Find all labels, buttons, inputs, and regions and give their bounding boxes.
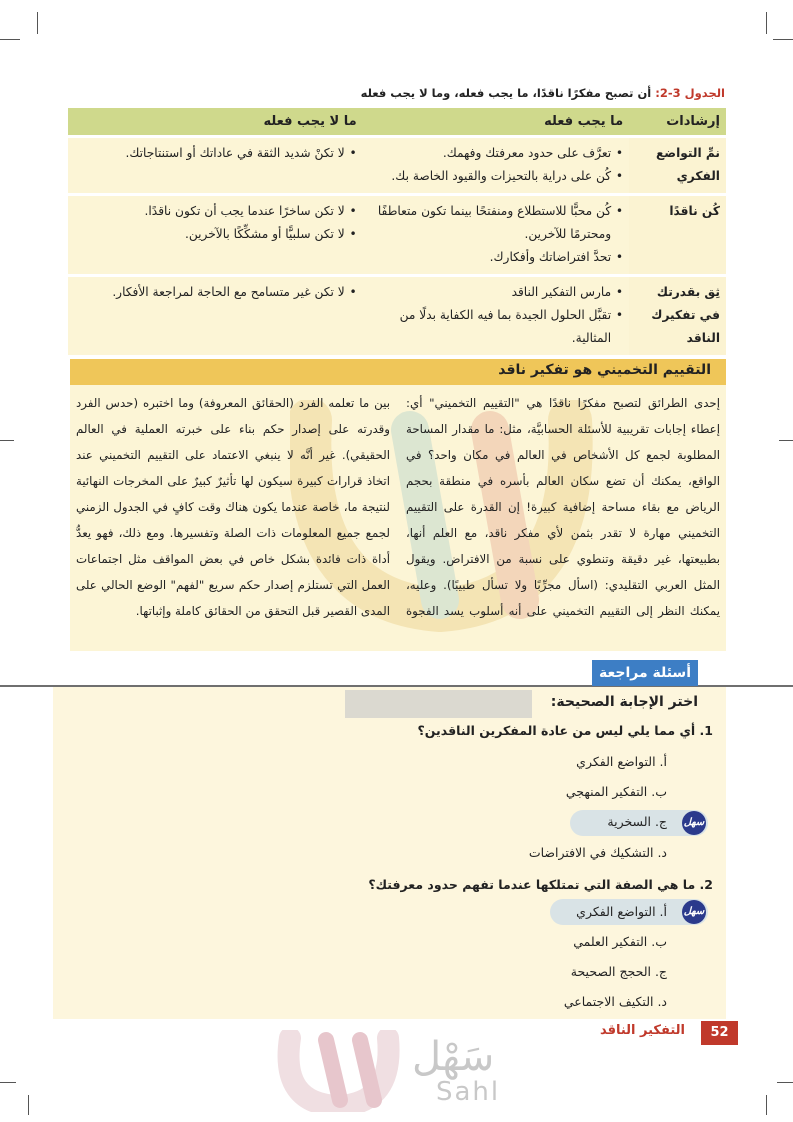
- row-guide: ثِق بقدرتك في تفكيرك الناقد: [629, 276, 726, 356]
- row-dont: [68, 137, 363, 195]
- q2-option-d[interactable]: د. التكيف الاجتماعي: [563, 994, 667, 1009]
- table-row: [68, 276, 726, 356]
- row-dont: [68, 276, 363, 356]
- row-guide: كُن ناقدًا: [629, 195, 726, 276]
- info-box-body: إحدى الطرائق لتصبح مفكرًا ناقدًا هي "التقييم التخميني" أي: إعطاء إجابات تقريبية للأسئلة الحسابيَّة، مثل: ما مقدار المساحة المطلوبة لجمع كل الأشخاص في العالم في مكان واحد؟ في الواقع، يمكنك أن تضع سكان العالم بأسره في منطقة بحجم الرياض مع بقاء مساحة إضافية كبيرة! إن القدرة على التقييم التخميني مهارة لا تقدر بثمن لأي مفكر ناقد، مع العلم أنها، بطبيعتها، غير دقيقة وتنطوي على نسبة من الافتراض. ويقول المثل العربي التقليدي: (اسأل مجرِّبًا ولا تسأل طبيبًا). وعليه، يمكنك النظر إلى التقييم التخميني على أنه أسلوب يسد الفجوة بين ما تعلمه الفرد (الحقائق المعروفة) وما اختبره (حدس الفرد وقدرته على إصدار حكم بناء على خبرته العملية في العالم الحقيقي). غير أنَّه لا ينبغي الاعتماد على التقييم التخميني عند اتخاذ قرارات كبيرة سيكون لها تأثيرٌ كبيرٌ على المخرجات النهائية لنتيجة ما، خاصة عندما يكون هناك وقت كافٍ في الجدول الزمني لجمع جميع المعلومات ذات الصلة وتفسيرها. ومع ذلك، فهو يعدُّ أداة ذات فائدة بشكل خاص في بعض المواقف مثل اجتماعات العمل التي تستلزم إصدار حكم سريع "لفهم" الوضع الحالي على المدى القصير قبل التحقق من الحقائق كاملة وإثباتها.: [76, 396, 720, 618]
- list-item: • لا تكن ساخرًا عندما يجب أن تكون ناقدًا.: [74, 200, 357, 223]
- review-tab: أسئلة مراجعة: [592, 660, 698, 686]
- list-item: • كُن على دراية بالتحيزات والقيود الخاصة بك.: [369, 165, 623, 188]
- q2-option-a[interactable]: أ. التواضع الفكري: [576, 904, 667, 919]
- instruction-highlight: [345, 690, 532, 718]
- table-caption-text: أن تصبح مفكرًا ناقدًا، ما يجب فعله، وما لا يجب فعله: [360, 86, 656, 100]
- chapter-label: التفكير الناقد: [599, 1023, 685, 1038]
- row-do: [363, 276, 629, 356]
- table-caption: [361, 86, 725, 100]
- list-item: • مارس التفكير الناقد: [369, 281, 623, 304]
- list-item: • لا تكنْ شديد الثقة في عاداتك أو استنتاجاتك.: [74, 142, 357, 165]
- list-item: • لا تكن غير متسامح مع الحاجة لمراجعة الأفكار.: [74, 281, 357, 304]
- guidance-table: [68, 108, 726, 355]
- header-do: ما يجب فعله: [363, 108, 629, 137]
- row-dont: [68, 195, 363, 276]
- q2-option-c[interactable]: ج. الحجج الصحيحة: [570, 964, 667, 979]
- sahl-answer-icon: سهل: [682, 811, 706, 835]
- list-item: • كُن محبًّا للاستطلاع ومنفتحًا بينما تكون متعاطفًا ومحترمًا للآخرين.: [369, 200, 623, 246]
- table-row: [68, 137, 726, 195]
- q1-option-a[interactable]: أ. التواضع الفكري: [576, 754, 667, 769]
- table-caption-number: الجدول 3-2:: [655, 86, 725, 100]
- q1-option-d[interactable]: د. التشكيك في الافتراضات: [528, 845, 667, 860]
- sahl-answer-icon: سهل: [682, 900, 706, 924]
- question-1: 1. أي مما يلي ليس من عادة المفكرين الناقدين؟: [417, 723, 713, 738]
- list-item: • تحدَّ افتراضاتك وأفكارك.: [369, 246, 623, 269]
- row-do: [363, 195, 629, 276]
- watermark-word: سَهْل: [412, 1034, 495, 1080]
- q2-option-b[interactable]: ب. التفكير العلمي: [573, 934, 667, 949]
- watermark-latin: Sahl: [436, 1077, 501, 1107]
- header-guidance: إرشادات: [629, 108, 726, 137]
- review-instruction: اختر الإجابة الصحيحة:: [550, 694, 698, 710]
- q1-option-c[interactable]: ج. السخرية: [607, 814, 667, 829]
- row-guide: نمِّ التواضع الفكري: [629, 137, 726, 195]
- page-number: 52: [701, 1021, 738, 1045]
- row-do: [363, 137, 629, 195]
- q1-option-b[interactable]: ب. التفكير المنهجي: [565, 784, 667, 799]
- header-dont: ما لا يجب فعله: [68, 108, 363, 137]
- info-box-title: التقييم التخميني هو تفكير ناقد: [498, 362, 711, 378]
- list-item: • تقبَّل الحلول الجيدة بما فيه الكفاية بدلًا من المثالية.: [369, 304, 623, 350]
- question-2: 2. ما هي الصفة التي تمتلكها عندما تفهم حدود معرفتك؟: [368, 877, 713, 892]
- table-row: [68, 195, 726, 276]
- list-item: • لا تكن سلبيًّا أو مشكِّكًا بالآخرين.: [74, 223, 357, 246]
- list-item: • تعرَّف على حدود معرفتك وفهمك.: [369, 142, 623, 165]
